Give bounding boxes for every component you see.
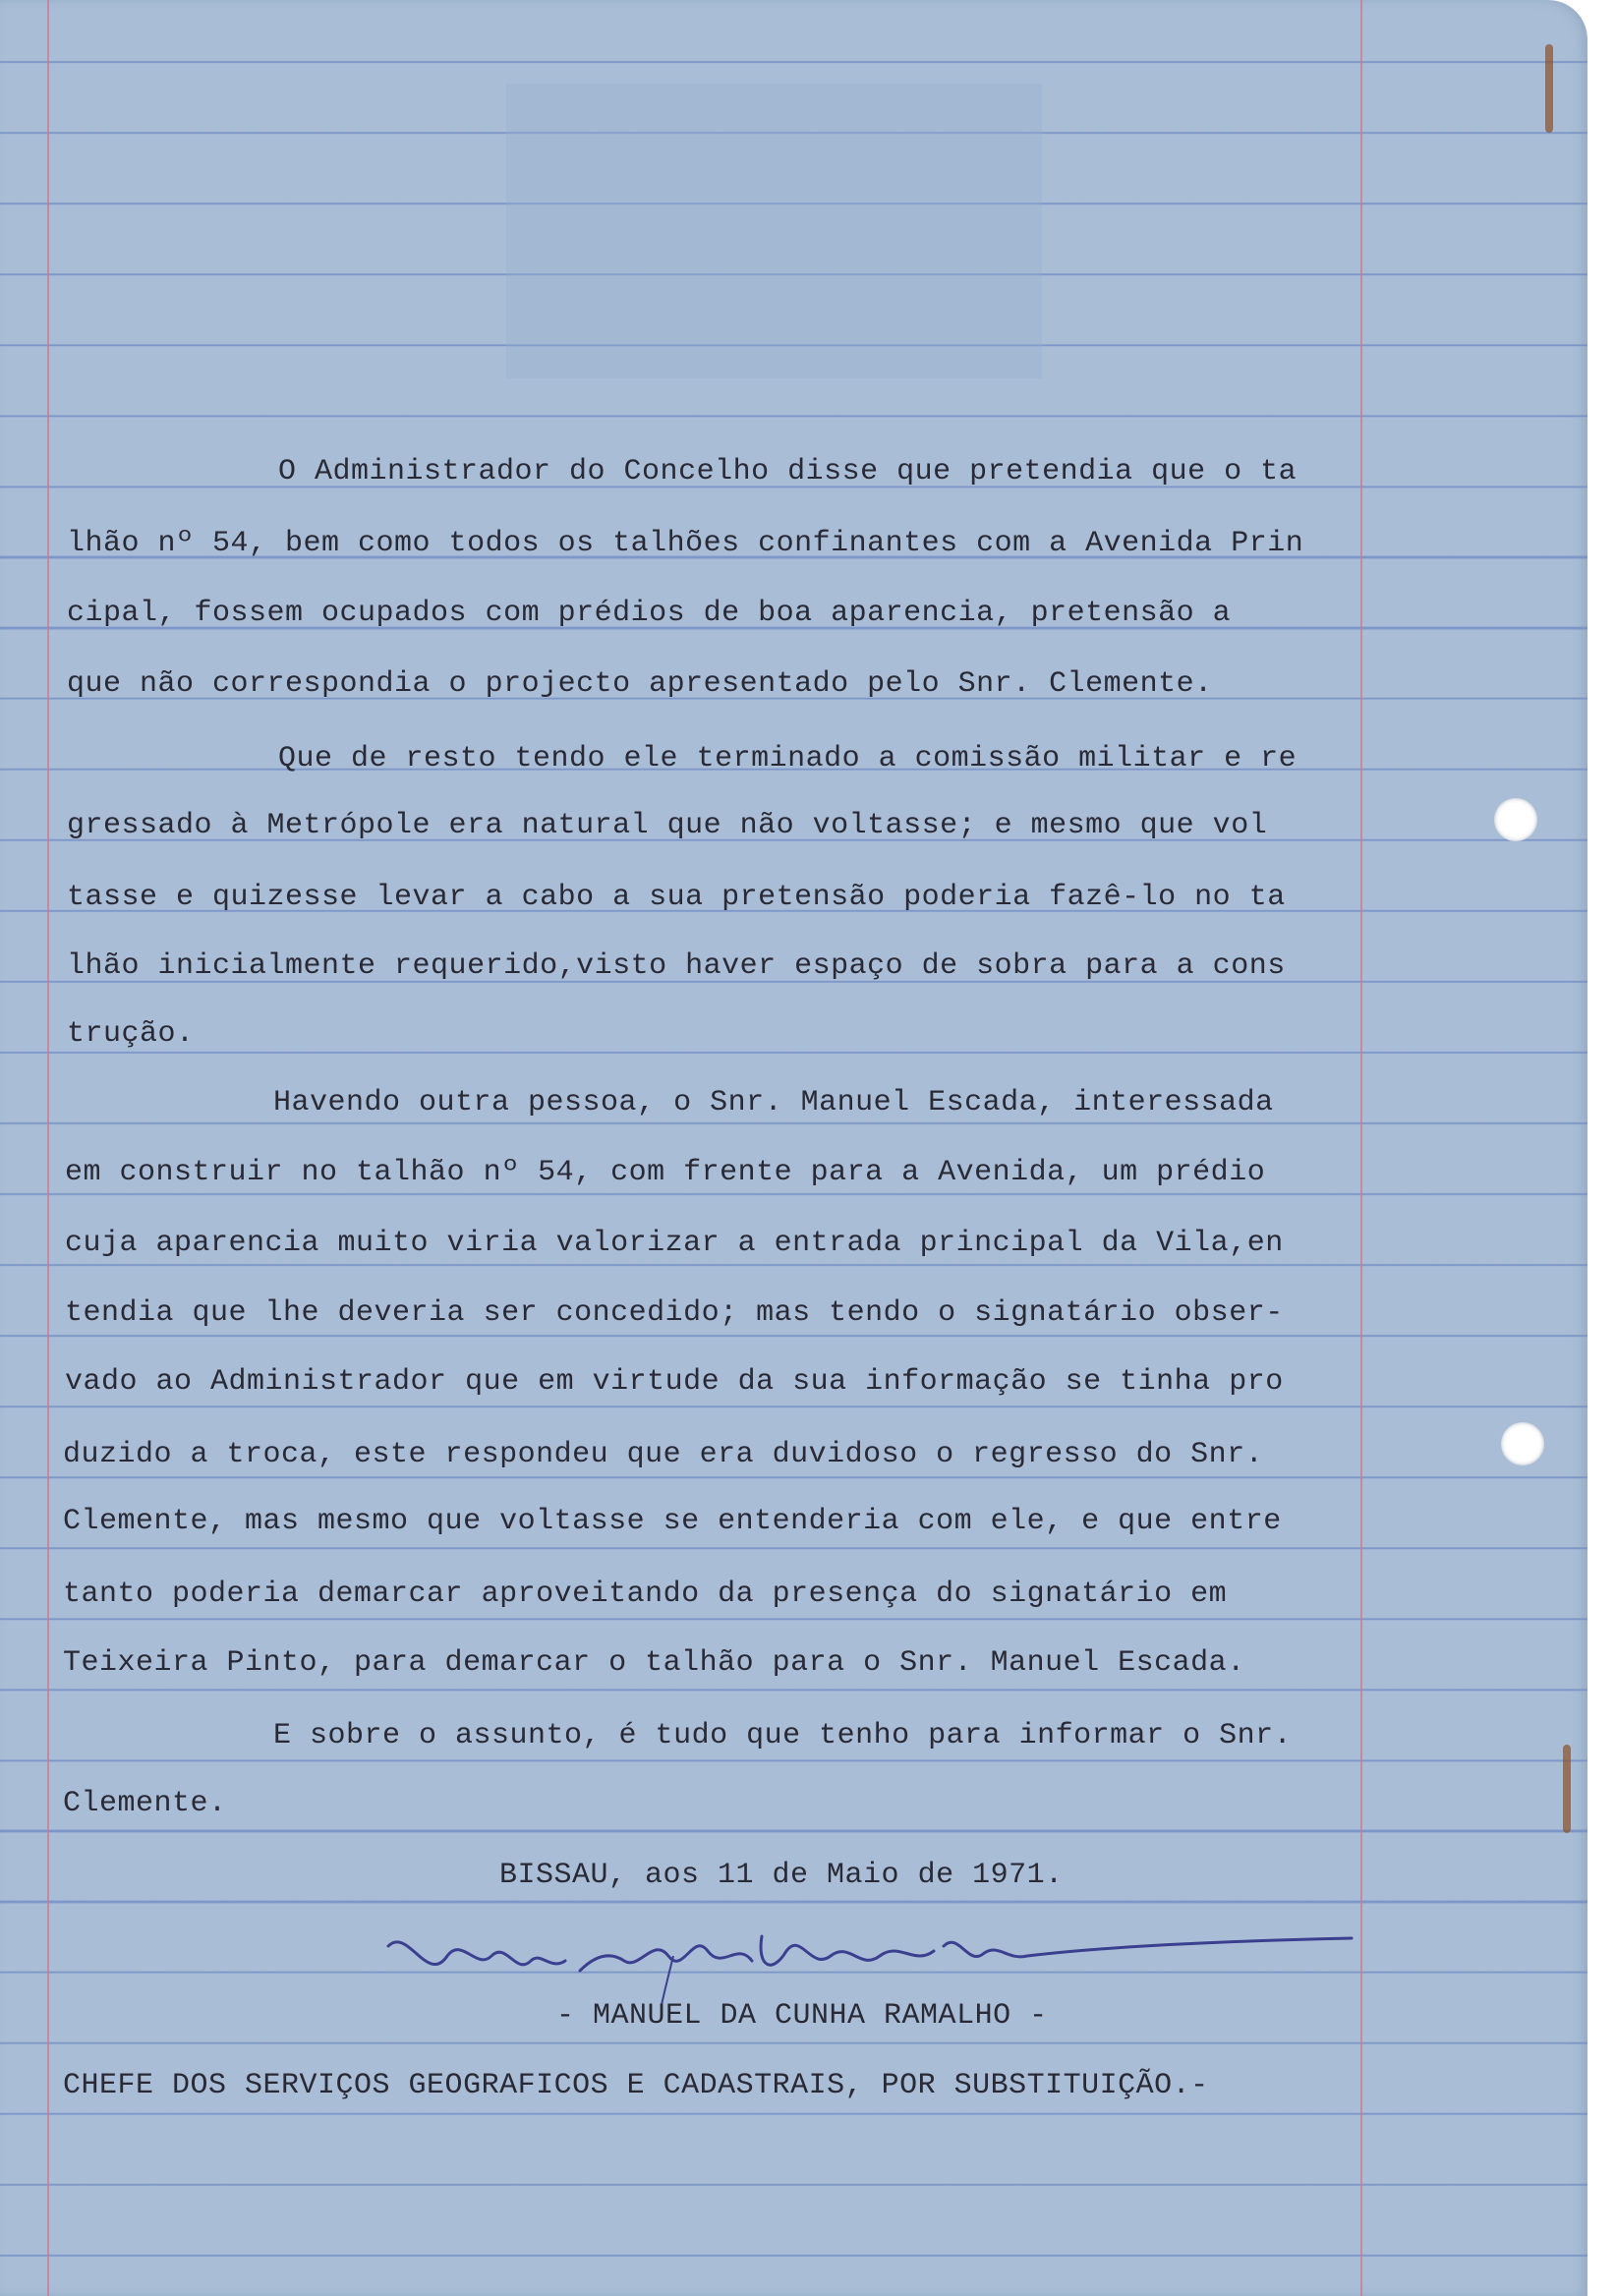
- body-line: gressado à Metrópole era natural que não voltasse; e mesmo que vol: [67, 809, 1268, 842]
- body-line: tendia que lhe deveria ser concedido; mas tendo o signatário obser-: [65, 1296, 1284, 1330]
- rust-stain: [1563, 1745, 1571, 1833]
- body-line: duzido a troca, este respondeu que era duvidoso o regresso do Snr.: [63, 1438, 1264, 1471]
- body-line: vado ao Administrador que em virtude da sua informação se tinha pro: [65, 1365, 1284, 1399]
- body-line: Havendo outra pessoa, o Snr. Manuel Escada, interessada: [273, 1086, 1274, 1119]
- body-line: Clemente.: [63, 1787, 227, 1820]
- body-line: trução.: [67, 1017, 195, 1051]
- dateline: BISSAU, aos 11 de Maio de 1971.: [499, 1859, 1064, 1892]
- body-line: O Administrador do Concelho disse que pretendia que o ta: [278, 455, 1298, 488]
- body-line: que não correspondia o projecto apresentado pelo Snr. Clemente.: [67, 667, 1213, 701]
- body-line: cipal, fossem ocupados com prédios de boa aparencia, pretensão a: [67, 597, 1232, 630]
- body-line: Teixeira Pinto, para demarcar o talhão para o Snr. Manuel Escada.: [63, 1646, 1245, 1680]
- body-line: cuja aparencia muito viria valorizar a entrada principal da Vila,en: [65, 1227, 1284, 1260]
- handwritten-signature: [369, 1917, 1371, 2005]
- rust-stain: [1545, 44, 1553, 133]
- punch-hole: [1501, 1422, 1544, 1465]
- body-line: lhão nº 54, bem como todos os talhões confinantes com a Avenida Prin: [67, 527, 1304, 560]
- body-line: Que de resto tendo ele terminado a comissão militar e re: [278, 742, 1298, 775]
- body-line: tasse e quizesse levar a cabo a sua pretensão poderia fazê-lo no ta: [67, 881, 1286, 914]
- body-line: tanto poderia demarcar aproveitando da presença do signatário em: [63, 1578, 1228, 1611]
- body-line: em construir no talhão nº 54, com frente para a Avenida, um prédio: [65, 1156, 1266, 1189]
- faded-stamp-mark: [506, 84, 1042, 378]
- body-line: lhão inicialmente requerido,visto haver espaço de sobra para a cons: [67, 949, 1286, 983]
- body-line: Clemente, mas mesmo que voltasse se entenderia com ele, e que entre: [63, 1505, 1282, 1538]
- left-margin-line: [47, 0, 49, 2296]
- signatory-title: CHEFE DOS SERVIÇOS GEOGRAFICOS E CADASTRAIS, POR SUBSTITUIÇÃO.-: [63, 2069, 1209, 2102]
- punch-hole: [1494, 798, 1537, 841]
- body-line: E sobre o assunto, é tudo que tenho para informar o Snr.: [273, 1719, 1293, 1752]
- signatory-name: - MANUEL DA CUNHA RAMALHO -: [556, 1999, 1048, 2033]
